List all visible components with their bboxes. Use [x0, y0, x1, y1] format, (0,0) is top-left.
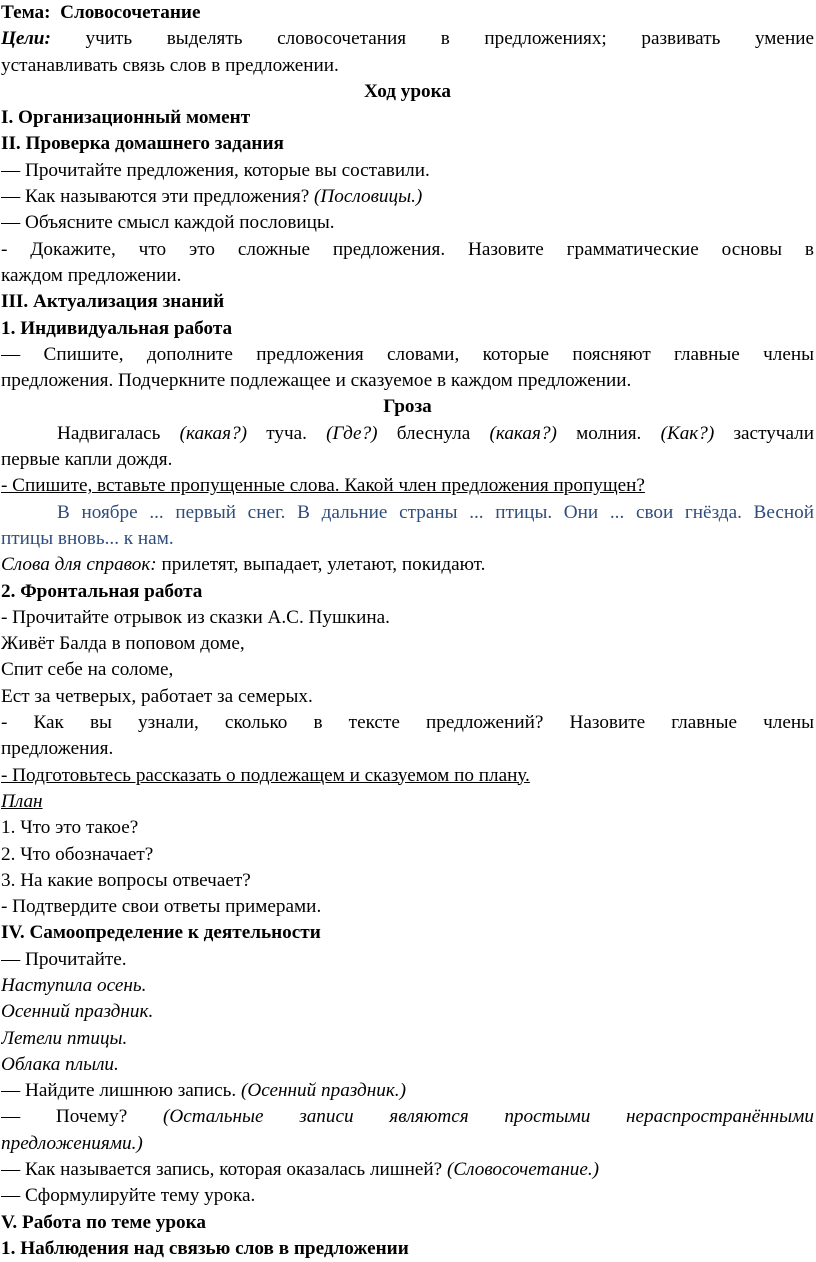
frontal-confirm: - Подтвердите свои ответы примерами.: [1, 896, 322, 918]
goals-label: Цели:: [1, 28, 51, 50]
topic-label: Тема:: [1, 2, 51, 23]
poem-line-1: Живёт Балда в поповом доме,: [1, 633, 245, 655]
storm-title: Гроза: [383, 396, 432, 418]
storm-question-3: (какая?): [489, 422, 557, 444]
record-4: Облака плыли.: [1, 1053, 119, 1075]
storm-text-5: застучали: [714, 422, 814, 444]
why-question: Почему?: [55, 1106, 163, 1128]
storm-text-2: туча.: [247, 422, 327, 444]
why-dash: —: [1, 1106, 21, 1128]
storm-text-1: Надвигалась: [57, 422, 180, 444]
homework-question-1: — Прочитайте предложения, которые вы составили.: [1, 159, 430, 181]
name-record-answer: (Словосочетание.): [446, 1159, 600, 1181]
homework-question-2: [1, 184, 814, 210]
why-line-1: [1, 1104, 814, 1130]
hints-text: прилетят, выпадает, улетают, покидают.: [156, 554, 486, 576]
odd-record-answer: (Осенний праздник.): [240, 1080, 406, 1102]
individual-task-line-2: предложения. Подчеркните подлежащее и сказуемое в каждом предложении.: [1, 370, 632, 392]
plan-item-2: 2. Что обозначает?: [1, 843, 154, 865]
storm-text-3: блеснула: [377, 422, 490, 444]
storm-question-4: (Как?): [660, 422, 715, 444]
odd-record-text: — Найдите лишнюю запись.: [1, 1080, 241, 1102]
storm-text-4: молния.: [556, 422, 661, 444]
hints-label: Слова для справок:: [1, 554, 157, 576]
section-5-1-heading: 1. Наблюдения над связью слов в предложении: [1, 1237, 409, 1259]
individual-task-line-1: — Спишите, дополните предложения словами, которые поясняют главные члены: [1, 343, 814, 365]
record-3: Летели птицы.: [1, 1027, 128, 1049]
record-1: Наступила осень.: [1, 974, 147, 996]
storm-question-2: (Где?): [326, 422, 378, 444]
storm-line-1: [1, 421, 814, 447]
storm-line-2: первые капли дождя.: [1, 449, 173, 471]
section-3-2-heading: 2. Фронтальная работа: [1, 580, 203, 602]
homework-question-4-line-1: - Докажите, что это сложные предложения. Назовите грамматические основы в: [1, 238, 814, 260]
odd-record-question: [1, 1078, 814, 1104]
name-record-question: [1, 1157, 814, 1183]
frontal-question-line-2: предложения.: [1, 738, 114, 760]
topic-value: Словосочетание: [60, 2, 201, 23]
topic-line: [1, 0, 814, 26]
poem-line-3: Ест за четверых, работает за семерых.: [1, 685, 313, 707]
goals-text-1: учить выделять словосочетания в предложениях; развивать умение: [85, 28, 814, 50]
section-2-heading: II. Проверка домашнего задания: [1, 133, 284, 155]
section-5-heading: V. Работа по теме урока: [1, 1211, 207, 1233]
goals-line-1: [1, 26, 814, 52]
name-record-text: — Как называется запись, которая оказалась лишней?: [1, 1159, 447, 1181]
homework-question-4-line-2: каждом предложении.: [1, 264, 182, 286]
self-read: — Прочитайте.: [1, 948, 127, 970]
hints-line: [1, 552, 814, 578]
homework-question-2-answer: (Пословицы.): [314, 186, 423, 208]
homework-question-2-text: — Как называются эти предложения?: [1, 186, 315, 208]
blue-exercise-line-1: В ноябре ... первый снег. В дальние страны ... птицы. Они ... свои гнёзда. Весной: [57, 501, 814, 523]
section-1-heading: I. Организационный момент: [1, 107, 251, 129]
plan-item-3: 3. На какие вопросы отвечает?: [1, 869, 251, 891]
storm-question-1: (какая?): [179, 422, 248, 444]
individual-task-2: - Спишите, вставьте пропущенные слова. Какой член предложения пропущен?: [1, 475, 645, 497]
why-line-2: предложениями.): [1, 1132, 143, 1154]
blue-exercise-line-2: птицы вновь... к нам.: [1, 527, 174, 549]
frontal-read: - Прочитайте отрывок из сказки А.С. Пушкина.: [1, 606, 390, 628]
poem-line-2: Спит себе на соломе,: [1, 659, 174, 681]
why-answer: (Остальные записи являются простыми нераспространёнными: [162, 1106, 814, 1128]
section-3-1-heading: 1. Индивидуальная работа: [1, 317, 233, 339]
homework-question-3: — Объясните смысл каждой пословицы.: [1, 212, 335, 234]
frontal-prepare: - Подготовьтесь рассказать о подлежащем и сказуемом по плану.: [1, 764, 530, 786]
plan-item-1: 1. Что это такое?: [1, 817, 139, 839]
goals-line-2: устанавливать связь слов в предложении.: [1, 54, 339, 76]
plan-label: План: [1, 790, 43, 812]
lesson-heading: Ход урока: [363, 80, 452, 102]
formulate-topic: — Сформулируйте тему урока.: [1, 1185, 256, 1207]
section-4-heading: IV. Самоопределение к деятельности: [1, 922, 321, 944]
frontal-question-line-1: - Как вы узнали, сколько в тексте предложений? Назовите главные члены: [1, 712, 814, 734]
record-2: Осенний праздник.: [1, 1001, 154, 1023]
section-3-heading: III. Актуализация знаний: [1, 291, 225, 313]
